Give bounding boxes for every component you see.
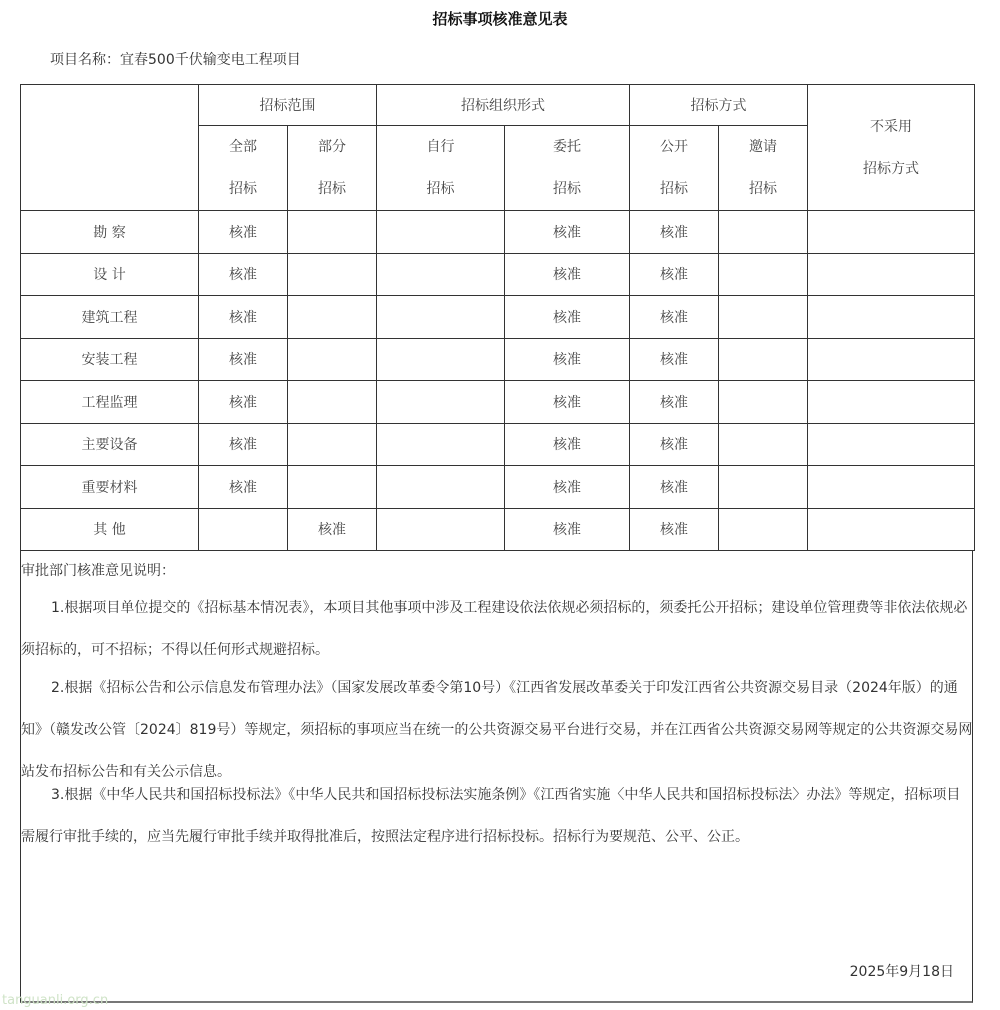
table-row (21, 253, 975, 296)
table-cell: 核准 (199, 466, 288, 509)
table-cell: 核准 (630, 296, 719, 339)
table-cell (377, 508, 505, 551)
project-name-value: 宜春500千伏输变电工程项目 (120, 52, 301, 68)
row-label: 其 他 (21, 508, 199, 551)
table-cell: 核准 (288, 508, 377, 551)
table-cell: 核准 (505, 381, 630, 424)
table-cell (808, 381, 975, 424)
table-cell (288, 466, 377, 509)
table-cell (719, 338, 808, 381)
row-label: 主要设备 (21, 423, 199, 466)
table-cell: 核准 (505, 253, 630, 296)
row-label: 安装工程 (21, 338, 199, 381)
table-cell (808, 466, 975, 509)
project-name-label: 项目名称： (50, 52, 120, 68)
table-cell (377, 381, 505, 424)
subheader-self (377, 126, 505, 211)
note-paragraph-3 (21, 774, 973, 858)
table-row (21, 508, 975, 551)
subheader-line1: 邀请 (749, 139, 777, 155)
table-cell: 核准 (505, 423, 630, 466)
table-cell: 核准 (630, 381, 719, 424)
row-label: 工程监理 (21, 381, 199, 424)
project-name-line (50, 49, 301, 69)
approval-table (20, 84, 975, 551)
table-cell: 核准 (199, 296, 288, 339)
header-row-groups (21, 85, 975, 126)
table-cell (377, 466, 505, 509)
table-cell (719, 211, 808, 254)
table-cell (377, 211, 505, 254)
table-row (21, 381, 975, 424)
table-cell (719, 508, 808, 551)
notes-heading: 审批部门核准意见说明： (21, 563, 175, 579)
subheader-line2: 招标 (229, 181, 257, 197)
table-cell: 核准 (505, 296, 630, 339)
table-cell (719, 381, 808, 424)
note-paragraph-1 (21, 587, 973, 671)
table-cell: 核准 (505, 466, 630, 509)
table-cell: 核准 (199, 423, 288, 466)
table-cell (377, 253, 505, 296)
subheader-line2: 招标 (318, 181, 346, 197)
table-cell (288, 423, 377, 466)
table-cell: 核准 (630, 508, 719, 551)
table-cell (719, 423, 808, 466)
table-cell (199, 508, 288, 551)
table-cell: 核准 (199, 253, 288, 296)
table-cell: 核准 (199, 381, 288, 424)
subheader-partial (288, 126, 377, 211)
table-row (21, 296, 975, 339)
table-row (21, 466, 975, 509)
table-cell (808, 423, 975, 466)
table-cell: 核准 (630, 211, 719, 254)
table-cell (288, 211, 377, 254)
table-cell: 核准 (630, 423, 719, 466)
table-cell (288, 296, 377, 339)
subheader-line1: 自行 (426, 139, 455, 155)
watermark: tanguanli.org.cn (2, 993, 109, 1008)
subheader-line2: 招标 (749, 181, 777, 197)
subheader-line2: 招标 (553, 181, 581, 197)
approval-notes (20, 551, 973, 1003)
table-cell (808, 253, 975, 296)
header-scope: 招标范围 (199, 85, 377, 126)
table-cell (719, 253, 808, 296)
table-cell (808, 508, 975, 551)
subheader-line1: 公开 (660, 139, 688, 155)
subheader-line2: 招标 (660, 181, 688, 197)
subheader-line1: 委托 (553, 139, 581, 155)
subheader-line1: 全部 (229, 139, 257, 155)
table-cell (288, 338, 377, 381)
row-label: 设 计 (21, 253, 199, 296)
table-row (21, 338, 975, 381)
table-row (21, 211, 975, 254)
table-cell: 核准 (630, 253, 719, 296)
note-paragraph-text: 2.根据《招标公告和公示信息发布管理办法》（国家发展改革委令第10号）《江西省发展改革委关于印发江西省公共资源交易目录（2024年版）的通知》（赣发改公管〔2024〕819号）等规定，须招标的事项应当在统一的公共资源交易平台进行交易，并在江西省公共资源交易网等规定的公共资源交易网站发布招标公告和有关公示信息。 (21, 680, 973, 780)
subheader-full (199, 126, 288, 211)
table-cell: 核准 (199, 211, 288, 254)
table-cell (377, 338, 505, 381)
header-not-adopted (808, 85, 975, 211)
subheader-open (630, 126, 719, 211)
table-cell (377, 423, 505, 466)
approval-date: 2025年9月18日 (849, 964, 954, 980)
table-cell: 核准 (505, 338, 630, 381)
table-cell (288, 253, 377, 296)
header-method: 招标方式 (630, 85, 808, 126)
table-cell (808, 211, 975, 254)
table-cell: 核准 (505, 508, 630, 551)
header-corner-cell (21, 85, 199, 211)
note-paragraph-text: 1.根据项目单位提交的《招标基本情况表》，本项目其他事项中涉及工程建设依法依规必须招标的，须委托公开招标；建设单位管理费等非依法依规必须招标的，可不招标；不得以任何形式规避招标。 (21, 600, 968, 658)
row-label: 重要材料 (21, 466, 199, 509)
table-cell (288, 381, 377, 424)
row-label: 勘 察 (21, 211, 199, 254)
table-cell (719, 466, 808, 509)
row-label: 建筑工程 (21, 296, 199, 339)
subheader-invited (719, 126, 808, 211)
header-not-adopted-line1: 不采用 (870, 118, 912, 135)
subheader-line2: 招标 (426, 181, 455, 197)
table-body (21, 211, 975, 551)
header-organization: 招标组织形式 (377, 85, 630, 126)
table-cell (808, 296, 975, 339)
table-cell (719, 296, 808, 339)
header-not-adopted-line2: 招标方式 (863, 160, 919, 177)
table-cell: 核准 (199, 338, 288, 381)
table-cell (377, 296, 505, 339)
table-cell: 核准 (630, 466, 719, 509)
table-cell: 核准 (630, 338, 719, 381)
table-row (21, 423, 975, 466)
note-paragraph-text: 3.根据《中华人民共和国招标投标法》《中华人民共和国招标投标法实施条例》《江西省实施〈中华人民共和国招标投标法〉办法》等规定，招标项目需履行审批手续的，应当先履行审批手续并取得批准后，按照法定程序进行招标投标。招标行为要规范、公平、公正。 (21, 787, 961, 845)
table-cell (808, 338, 975, 381)
table-cell: 核准 (505, 211, 630, 254)
subheader-line1: 部分 (318, 139, 346, 155)
document-title: 招标事项核准意见表 (432, 10, 568, 28)
subheader-entrusted (505, 126, 630, 211)
